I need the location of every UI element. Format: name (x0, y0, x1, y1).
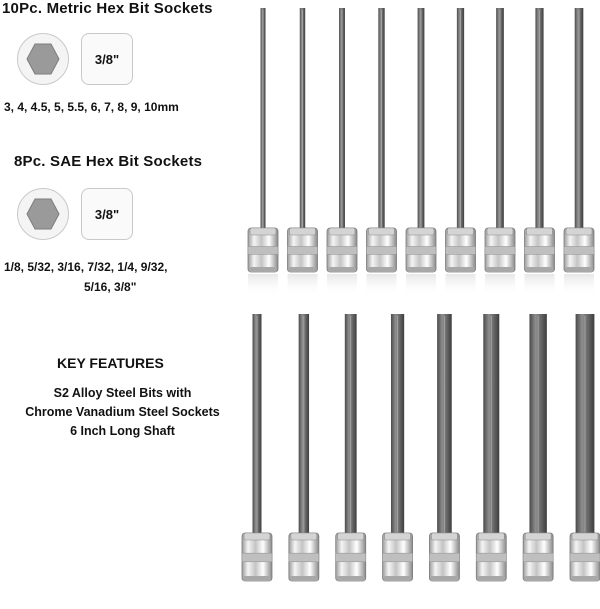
sae-hex-bit-socket (242, 314, 272, 581)
sae-title: 8Pc. SAE Hex Bit Sockets (14, 153, 203, 170)
metric-hex-bit-socket (288, 8, 318, 296)
sae-hex-bit-socket (289, 314, 319, 581)
sae-hex-bit-socket (383, 314, 413, 581)
features-line-1: S2 Alloy Steel Bits with (53, 386, 192, 400)
metric-sizes: 3, 4, 4.5, 5, 5.5, 6, 7, 8, 9, 10mm (4, 100, 179, 114)
metric-drive-size: 3/8" (81, 33, 133, 85)
metric-title: 10Pc. Metric Hex Bit Sockets (2, 0, 213, 17)
sae-sizes-line2: 5/16, 3/8" (84, 280, 137, 294)
sae-hex-bit-socket (336, 314, 366, 581)
metric-hex-bit-socket (327, 8, 357, 296)
metric-hex-bit-socket (564, 8, 594, 296)
features-line-2: Chrome Vanadium Steel Sockets (25, 405, 220, 419)
sae-sizes-line1: 1/8, 5/32, 3/16, 7/32, 1/4, 9/32, (4, 260, 168, 274)
features-line-3: 6 Inch Long Shaft (70, 424, 175, 438)
key-features-heading: KEY FEATURES (57, 355, 164, 371)
sae-hex-bit-socket (429, 314, 459, 581)
sae-hex-bit-socket (476, 314, 506, 581)
metric-hex-bit-socket (525, 8, 555, 296)
sae-hex-bit-socket (570, 314, 600, 581)
metric-socket-row (248, 8, 600, 296)
metric-hex-bit-socket (446, 8, 476, 296)
sae-drive-size: 3/8" (81, 188, 133, 240)
metric-hex-bit-socket (406, 8, 436, 296)
metric-hex-bit-socket (485, 8, 515, 296)
metric-hex-bit-socket (367, 8, 397, 296)
sae-hex-bit-socket (523, 314, 553, 581)
sae-socket-row (242, 314, 600, 581)
metric-hex-bit-socket (248, 8, 278, 296)
